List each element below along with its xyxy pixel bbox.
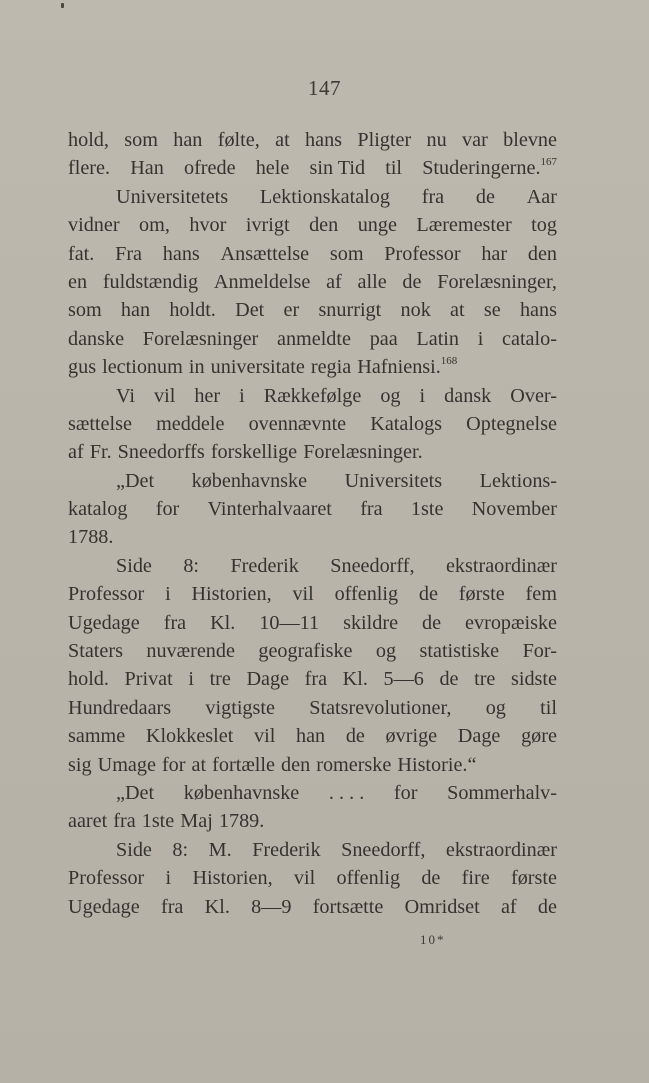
word: Dage (246, 668, 290, 691)
word: Ugedage (68, 895, 140, 918)
word: for (161, 753, 186, 776)
word: som (124, 129, 158, 151)
word: Historien, (191, 583, 272, 606)
word: og (375, 640, 397, 663)
word: universitate (210, 356, 305, 379)
word: Klokkeslet (145, 725, 234, 748)
word: at (450, 299, 465, 322)
word: vil (254, 725, 276, 748)
word: blevne (503, 129, 557, 151)
word: Hafniensi.$^{168}$ (357, 355, 458, 379)
text-line (68, 495, 557, 523)
word: han (173, 129, 203, 151)
text-line (68, 864, 557, 892)
word: nuværende (146, 640, 235, 663)
word: 8: (183, 554, 200, 577)
word: den (527, 242, 557, 265)
word: tog (531, 214, 557, 237)
word: fra (360, 498, 383, 521)
word: Dage (457, 725, 501, 748)
text-line (68, 382, 557, 410)
word: at (191, 753, 207, 776)
word: her (194, 384, 221, 407)
word: geografiske (258, 640, 353, 663)
word: at (275, 129, 290, 151)
word: i (165, 583, 171, 606)
word: sig (68, 753, 92, 776)
word: 1788. (68, 526, 114, 549)
word: Historien, (192, 867, 273, 890)
word: catalo- (502, 327, 557, 350)
word: Fra (115, 242, 143, 265)
word: danske (68, 327, 125, 350)
word: nu (426, 129, 447, 151)
word: 1ste (141, 810, 175, 833)
text-line (68, 296, 557, 324)
word: følte, (217, 129, 260, 151)
word: i (239, 384, 245, 407)
word: M. (208, 838, 232, 861)
word: tre (474, 668, 496, 691)
word: „Det (116, 469, 155, 492)
text-line (68, 211, 557, 239)
word: regia (310, 356, 352, 379)
text-line (68, 779, 557, 807)
word: vil (292, 583, 314, 606)
word: . . . . (328, 781, 365, 804)
word: ofrede (183, 157, 236, 180)
word: Sneedorff, (341, 838, 426, 861)
word: vil (154, 384, 176, 407)
word: Ansættelse (220, 242, 310, 265)
word: de (421, 867, 441, 890)
word: Forelæsninger, (437, 270, 557, 293)
word: Katalogs (370, 412, 443, 435)
word: hele (255, 157, 290, 180)
word: „Det (116, 781, 155, 804)
word: Omridset (404, 895, 480, 918)
text-line (68, 637, 557, 665)
word: 8—9 (251, 895, 292, 918)
word: samme (68, 725, 126, 748)
word: Maj (180, 810, 213, 833)
word: og (380, 384, 401, 407)
word: de (537, 895, 557, 918)
word: københavnske (191, 469, 308, 492)
word: øvrige (385, 725, 438, 748)
word: af (68, 441, 84, 464)
word: sættelse (68, 412, 132, 435)
word: skildre (343, 611, 399, 634)
word: af (326, 270, 342, 293)
word: Lektions- (479, 469, 557, 492)
word: har (481, 242, 508, 265)
word: til (540, 696, 557, 719)
word: for (155, 498, 180, 521)
word: første (510, 867, 557, 890)
text-line (68, 325, 557, 353)
word: af (500, 895, 517, 918)
word: hans (305, 129, 343, 151)
word: til (385, 157, 403, 180)
text-line (68, 807, 557, 835)
word: Umage (97, 753, 156, 776)
text-line (68, 665, 557, 693)
word: Sneedorffs (117, 441, 205, 464)
word: hans (162, 242, 200, 265)
word: 1ste (410, 498, 444, 521)
text-line (68, 410, 557, 438)
word: fra (163, 611, 187, 634)
word: snurrigt (318, 299, 382, 322)
word: de (402, 270, 422, 293)
word: Kl. (204, 895, 230, 918)
word: sin Tid (309, 157, 366, 180)
word: Kl. (210, 611, 236, 634)
word: Frederik (252, 838, 321, 861)
footnote-ref: 167 (540, 156, 557, 169)
word: Professor (68, 867, 145, 890)
word: de (422, 611, 442, 634)
word: om, (139, 214, 170, 237)
word: vil (293, 867, 316, 890)
word: Sneedorff, (330, 554, 415, 577)
page-speck (61, 3, 64, 8)
text-line (68, 751, 557, 779)
word: flere. (68, 157, 111, 180)
text-line (68, 240, 557, 268)
word: Han (130, 157, 164, 180)
word: fra (160, 895, 184, 918)
word: de (475, 185, 495, 208)
word: statistiske (419, 640, 500, 663)
word: hold. (68, 668, 109, 691)
word: katalog (68, 498, 128, 521)
word: københavnske (183, 781, 300, 804)
word: var (462, 129, 488, 151)
word: se (483, 299, 501, 322)
word: anmeldte (276, 327, 351, 350)
word: de (345, 725, 365, 748)
word: Over- (510, 384, 557, 407)
text-line (68, 609, 557, 637)
footnote-ref: 168 (440, 355, 458, 368)
text-line (68, 467, 557, 495)
word: fra (113, 810, 136, 833)
word: lectionum (102, 356, 183, 379)
text-line (68, 552, 557, 580)
word: For- (522, 640, 557, 663)
word: Hundredaars (68, 696, 172, 719)
word: for (393, 781, 418, 804)
text-line (68, 694, 557, 722)
word: vigtigste (205, 696, 275, 719)
text-line (68, 353, 557, 381)
word: dansk (444, 384, 492, 407)
word: som (68, 299, 102, 322)
word: Historie.“ (397, 753, 477, 776)
text-line (68, 438, 557, 466)
word: Det (235, 299, 265, 322)
word: hvor (189, 214, 227, 237)
word: 1789. (218, 810, 265, 833)
word: Professor (384, 242, 461, 265)
word: in (188, 356, 205, 379)
word: ekstraordinær (445, 554, 557, 577)
word: Professor (68, 583, 145, 606)
word: hans (519, 299, 557, 322)
word: Fr. (89, 441, 112, 464)
word: meddele (156, 412, 225, 435)
word: i (477, 327, 484, 350)
word: Universitets (344, 469, 443, 492)
word: fra (421, 185, 445, 208)
word: Kl. (342, 668, 368, 691)
word: Vi (116, 384, 135, 407)
word: fortælle (212, 753, 275, 776)
text-line (68, 126, 557, 154)
word: ovennævnte (248, 412, 347, 435)
text-line (68, 154, 557, 182)
word: sidste (510, 668, 557, 691)
word: Rækkefølge (263, 384, 362, 407)
word: Staters (68, 640, 123, 663)
word: han (120, 299, 151, 322)
signature-mark: 10* (420, 932, 446, 947)
word: 10—11 (259, 611, 320, 634)
word: gøre (521, 725, 557, 748)
word: første (458, 583, 505, 606)
text-line (68, 722, 557, 750)
word: Optegnelse (466, 412, 557, 435)
word: unge (357, 214, 397, 237)
word: Latin (416, 327, 460, 350)
word: Forelæsninger. (303, 441, 423, 464)
word: fat. (68, 242, 95, 265)
word: fortsætte (312, 895, 384, 918)
word: Læremester (416, 214, 512, 237)
word: fire (461, 867, 490, 890)
word: fra (304, 668, 328, 691)
word: holdt. (169, 299, 216, 322)
word: tre (209, 668, 231, 691)
word: 5—6 (383, 668, 424, 691)
word: gus (68, 356, 97, 379)
word: alle (357, 270, 387, 293)
word: Studeringerne.$^{167}$ (422, 156, 557, 180)
word: Pligter (357, 129, 412, 151)
word: i (165, 867, 172, 890)
word: offenlig (334, 583, 399, 606)
word: er (283, 299, 300, 322)
body-text (68, 126, 557, 921)
word: November (471, 498, 557, 521)
word: Ugedage (68, 611, 140, 634)
word: fuldstændig (102, 270, 199, 293)
word: Statsrevolutioner, (309, 696, 452, 719)
text-line (68, 580, 557, 608)
word: Frederik (230, 554, 299, 577)
word: offenlig (336, 867, 401, 890)
word: Side (116, 554, 152, 577)
word: han (295, 725, 326, 748)
word: vidner (68, 214, 120, 237)
word: fem (525, 583, 557, 606)
word: i (419, 384, 426, 407)
word: i (188, 668, 194, 691)
word: den (309, 214, 339, 237)
word: Side (116, 838, 152, 861)
word: 8: (172, 838, 189, 861)
word: romerske (316, 753, 392, 776)
text-line (68, 836, 557, 864)
word: nok (400, 299, 431, 322)
word: de (439, 668, 459, 691)
word: Aar (526, 185, 557, 208)
word: Privat (124, 668, 173, 691)
word: som (329, 242, 364, 265)
word: aaret (68, 810, 108, 833)
word: Forelæsninger (142, 327, 259, 350)
word: Anmeldelse (213, 270, 311, 293)
word: Universitetets (116, 185, 229, 208)
word: Lektionskatalog (259, 185, 390, 208)
page-number: 147 (308, 76, 341, 100)
word: de (418, 583, 438, 606)
word: en (68, 270, 88, 293)
text-line (68, 523, 557, 551)
word: og (485, 696, 506, 719)
word: Sommerhalv- (447, 781, 557, 804)
word: den (281, 753, 311, 776)
word: paa (369, 327, 398, 350)
word: evropæiske (465, 611, 557, 634)
text-line (68, 268, 557, 296)
word: hold, (68, 129, 109, 151)
word: ekstraordinær (445, 838, 557, 861)
word: ivrigt (245, 214, 290, 237)
text-line (68, 183, 557, 211)
text-line (68, 893, 557, 921)
word: Vinterhalvaaret (207, 498, 332, 521)
word: forskellige (210, 441, 298, 464)
